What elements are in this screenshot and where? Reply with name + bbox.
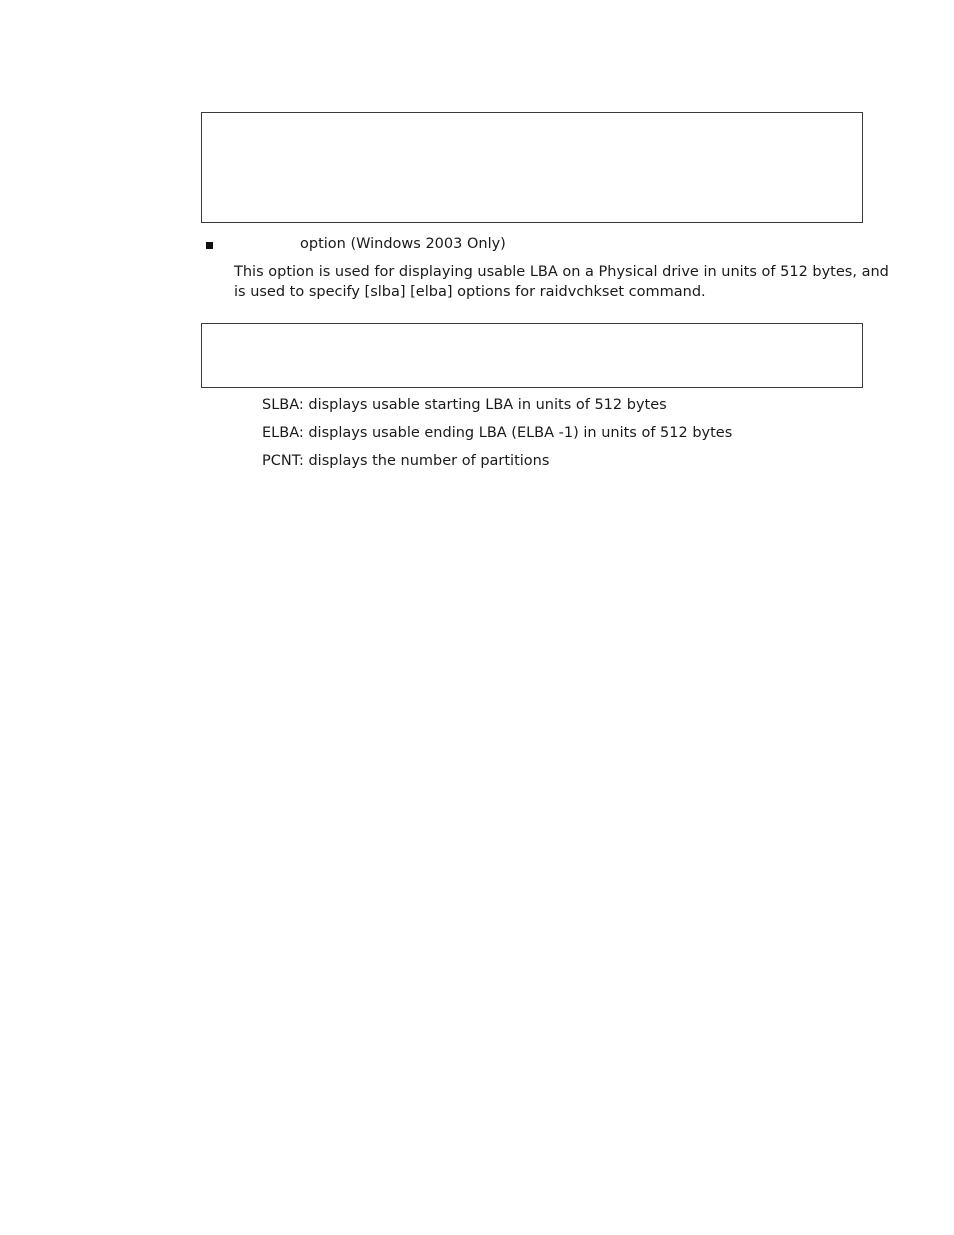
- definition-pcnt: PCNT: displays the number of partitions: [262, 453, 550, 469]
- option-description-line-2: is used to specify [slba] [elba] options for raidvchkset command.: [234, 284, 706, 300]
- bullet-square-icon: [206, 242, 213, 249]
- syntax-box: [201, 112, 863, 223]
- option-heading: option (Windows 2003 Only): [300, 236, 506, 252]
- definition-elba: ELBA: displays usable ending LBA (ELBA -1) in units of 512 bytes: [262, 425, 733, 441]
- definition-slba: SLBA: displays usable starting LBA in units of 512 bytes: [262, 397, 667, 413]
- example-box: [201, 323, 863, 388]
- option-description-line-1: This option is used for displaying usable LBA on a Physical drive in units of 512 bytes, and: [234, 264, 889, 280]
